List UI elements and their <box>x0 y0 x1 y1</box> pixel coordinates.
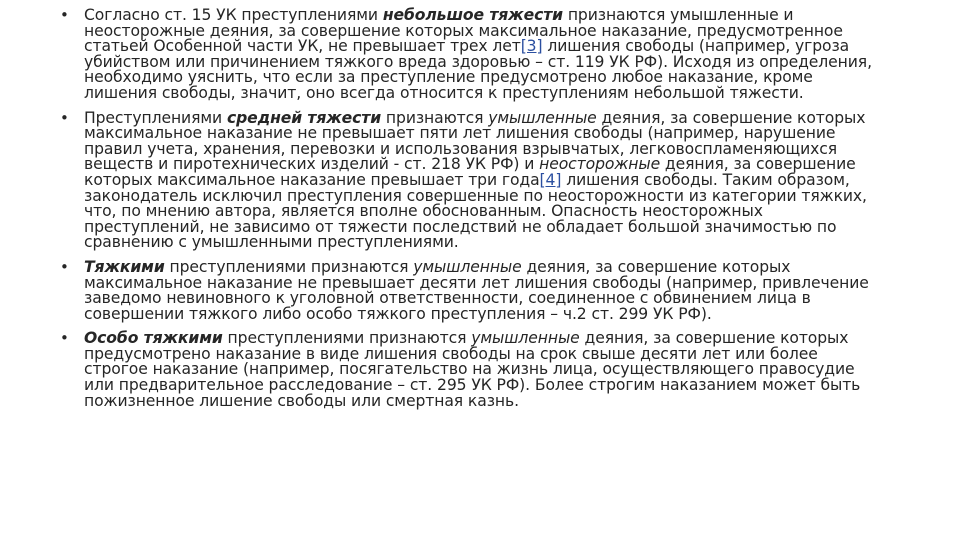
emphasis-term: небольшое тяжести <box>382 6 563 24</box>
text-segment: признаются умышленные и неосторожные деяния, за совершение которых максимальное наказание, предусмотренное статьей Особенной части УК, не превышает трех лет <box>84 6 843 56</box>
italic-term: умышленные <box>488 108 597 127</box>
text-segment: преступлениями признаются <box>222 329 472 348</box>
text-segment: деяния, за совершение которых максимальное наказание не превышает десяти лет лишения свободы (например, привлечение заведомо невиновного к уголовной ответственности, соединенное с обвинением лица в совершении тяжкого либо особо тяжкого преступления – ч.2 ст. 299 УК РФ). <box>84 257 869 323</box>
emphasis-term: Тяжкими <box>84 257 165 276</box>
bullet-list <box>56 8 876 418</box>
text-segment: деяния, за совершение которых максимальное наказание превышает три года <box>84 155 856 189</box>
italic-term: умышленные <box>471 329 580 348</box>
bullet-item-minor-gravity <box>56 8 876 102</box>
italic-term: умышленные <box>413 257 522 276</box>
text-segment: Согласно ст. 15 УК преступлениями <box>84 6 383 24</box>
emphasis-term: Особо тяжкими <box>84 329 223 348</box>
text-segment: преступлениями признаются <box>164 257 414 276</box>
emphasis-term: средней тяжести <box>226 108 382 127</box>
bullet-item-especially-grave <box>56 331 876 409</box>
text-segment: Преступлениями <box>84 108 227 127</box>
text-segment: деяния, за совершение которых предусмотрено наказание в виде лишения свободы на срок свыше десяти лет или более строгое наказание (например, посягательство на жизнь лица, осуществляющего правосудие или предварительное расследование – ст. 295 УК РФ). Более строгим наказанием может быть пожизненное лишение свободы или смертная казнь. <box>84 329 861 410</box>
bullet-icon: • <box>60 329 69 348</box>
italic-term: неосторожные <box>539 155 661 174</box>
footnote-link[interactable]: [3] <box>520 37 543 56</box>
text-segment: деяния, за совершение которых максимальное наказание не превышает пяти лет лишения свободы (например, нарушение правил учета, хранения, перевозки и использования взрывчатых, легковоспламеняющихся веществ и пиротехнических изделий - ст. 218 УК РФ) и <box>84 108 866 174</box>
footnote-link[interactable]: [4] <box>539 170 562 189</box>
bullet-icon: • <box>60 6 69 24</box>
bullet-item-medium-gravity <box>56 108 876 252</box>
text-segment: признаются <box>381 108 489 127</box>
text-segment: лишения свободы (например, угроза убийством или причинением тяжкого вреда здоровью – ст. 119 УК РФ). Исходя из определения, необходимо уяснить, что если за преступление предусмотрено любое наказание, кроме лишения свободы, значит, оно всегда относится к преступлениям небольшой тяжести. <box>84 37 872 102</box>
bullet-icon: • <box>60 257 69 276</box>
text-segment: лишения свободы. Таким образом, законодатель исключил преступления совершенные по неосторожности из категории тяжких, что, по мнению автора, является вполне обоснованным. Опасность неосторожных преступлений, не зависимо от тяжести последствий не обладает большой значимостью по сравнению с умышленными преступлениями. <box>84 170 867 252</box>
bullet-icon: • <box>60 108 69 127</box>
bullet-item-grave <box>56 257 876 323</box>
